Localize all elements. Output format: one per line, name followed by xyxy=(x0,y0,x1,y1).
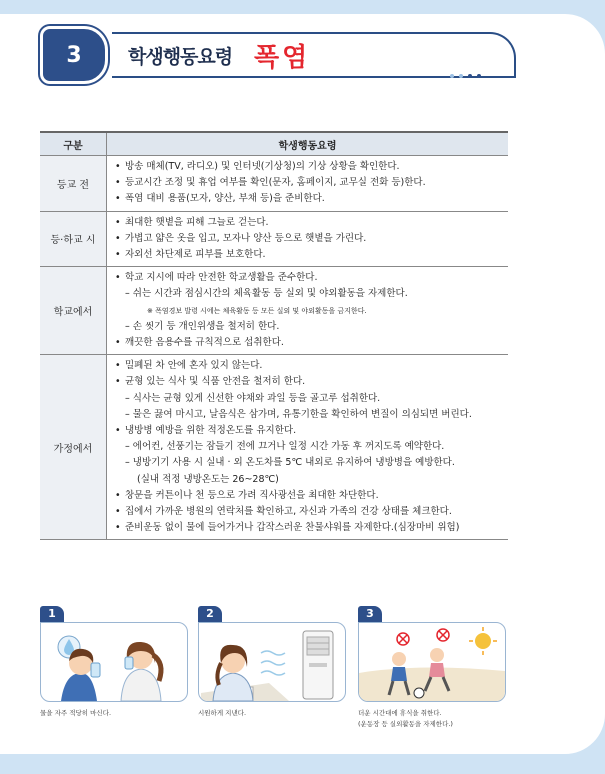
outdoor-sun-icon xyxy=(358,622,506,702)
illustration-caption xyxy=(358,708,453,730)
item-text: 가볍고 얇은 옷을 입고, 모자나 양산 등으로 햇볕을 가린다. xyxy=(125,232,367,244)
sub-item xyxy=(115,286,502,302)
sub-item xyxy=(115,439,502,455)
item-text: 집에서 가까운 병원의 연락처를 확인하고, 자신과 가족의 건강 상태를 체크한다. xyxy=(125,506,452,518)
air-conditioner-icon xyxy=(198,622,346,702)
bullet-item xyxy=(115,504,502,520)
item-text: – 손 씻기 등 개인위생을 철저히 한다. xyxy=(125,320,280,332)
sub-item xyxy=(115,472,502,488)
bullet-item xyxy=(115,191,502,207)
item-text: 자외선 차단제로 피부를 보호한다. xyxy=(125,249,266,261)
item-text: 학교 지시에 따라 안전한 학교생활을 준수한다. xyxy=(125,272,318,284)
bullet-item xyxy=(115,270,502,286)
bullet-item xyxy=(115,247,502,263)
row-category: 가정에서 xyxy=(40,355,107,540)
section-highlight: 폭염 xyxy=(254,43,311,73)
item-text: 최대한 햇볕을 피해 그늘로 걷는다. xyxy=(125,216,269,228)
sub-item xyxy=(115,319,502,335)
item-text: ※ 폭염경보 발령 시에는 체육활동 등 모든 실외 및 야외활동을 금지한다. xyxy=(147,306,367,315)
row-content xyxy=(107,211,509,267)
item-text: 균형 있는 식사 및 식품 안전을 철저히 한다. xyxy=(125,376,306,388)
bullet-item xyxy=(115,215,502,231)
illustration-number: 3 xyxy=(358,606,382,622)
row-content xyxy=(107,355,509,540)
item-text: – 냉방기기 사용 시 실내 · 외 온도차를 5℃ 내외로 유지하여 냉방병을 예방한다. xyxy=(125,457,455,469)
table-row xyxy=(40,211,508,267)
caption-line: 시원하게 지낸다. xyxy=(198,709,247,717)
sub-item xyxy=(115,391,502,407)
section-number-badge: 3 xyxy=(40,26,108,84)
item-text: (실내 적정 냉방온도는 26~28℃) xyxy=(137,473,279,485)
bullet-item xyxy=(115,358,502,374)
illustration-number: 2 xyxy=(198,606,222,622)
section-header xyxy=(40,26,495,82)
row-content xyxy=(107,156,509,212)
item-text: 깨끗한 음용수를 규칙적으로 섭취한다. xyxy=(125,337,284,349)
caption-line: 물을 자주 적당히 마신다. xyxy=(40,709,112,717)
bullet-item xyxy=(115,335,502,351)
bullet-item xyxy=(115,488,502,504)
item-text: – 물은 끓여 마시고, 날음식은 삼가며, 유통기한을 확인하여 변질이 의심되면 버린다. xyxy=(125,408,472,420)
column-header-content: 학생행동요령 xyxy=(107,132,509,156)
bullet-item xyxy=(115,520,502,536)
table-row xyxy=(40,267,508,355)
row-category: 등·하교 시 xyxy=(40,211,107,267)
drinking-water-icon xyxy=(40,622,188,702)
note-item xyxy=(115,303,502,319)
caption-line: (운동장 등 실외활동을 자제한다.) xyxy=(358,720,453,728)
illustration-number: 1 xyxy=(40,606,64,622)
column-header-category: 구분 xyxy=(40,132,107,156)
item-text: 폭염 대비 용품(모자, 양산, 부채 등)을 준비한다. xyxy=(125,193,325,205)
illustration-caption xyxy=(198,708,246,719)
bullet-item xyxy=(115,175,502,191)
bullet-item xyxy=(115,423,502,439)
item-text: 냉방병 예방을 위한 적정온도를 유지한다. xyxy=(125,425,297,437)
sub-item xyxy=(115,407,502,423)
item-text: – 쉬는 시간과 점심시간의 체육활동 등 실외 및 야외활동을 자제한다. xyxy=(125,288,408,300)
sub-item xyxy=(115,455,502,471)
guideline-table xyxy=(40,131,508,540)
item-text: – 에어컨, 선풍기는 잠들기 전에 끄거나 일정 시간 가동 후 꺼지도록 예약한다. xyxy=(125,441,445,453)
bullet-item xyxy=(115,231,502,247)
bullet-item xyxy=(115,159,502,175)
table-row xyxy=(40,156,508,212)
caption-line: 더운 시간대에 휴식을 취한다. xyxy=(358,709,442,717)
item-text: 창문을 커튼이나 천 등으로 가려 직사광선을 최대한 차단한다. xyxy=(125,489,379,501)
table-header-row xyxy=(40,132,508,156)
row-category: 등교 전 xyxy=(40,156,107,212)
item-text: 밀폐된 차 안에 혼자 있지 않는다. xyxy=(125,360,263,372)
row-category: 학교에서 xyxy=(40,267,107,355)
bullet-item xyxy=(115,374,502,390)
item-text: 등교시간 조정 및 휴업 여부를 확인(문자, 홈페이지, 교무실 전화 등)한다. xyxy=(125,177,426,189)
item-text: – 식사는 균형 있게 신선한 야채와 과일 등을 골고루 섭취한다. xyxy=(125,392,381,404)
item-text: 준비운동 없이 물에 들어가거나 갑작스러운 찬물샤워를 자제한다.(심장마비 위험) xyxy=(125,522,460,534)
table-row xyxy=(40,355,508,540)
row-content xyxy=(107,267,509,355)
item-text: 방송 매체(TV, 라디오) 및 인터넷(기상청)의 기상 상황을 확인한다. xyxy=(125,161,400,172)
section-title: 학생행동요령 xyxy=(128,46,233,68)
illustration-caption xyxy=(40,708,111,719)
decorative-dots xyxy=(450,74,481,78)
